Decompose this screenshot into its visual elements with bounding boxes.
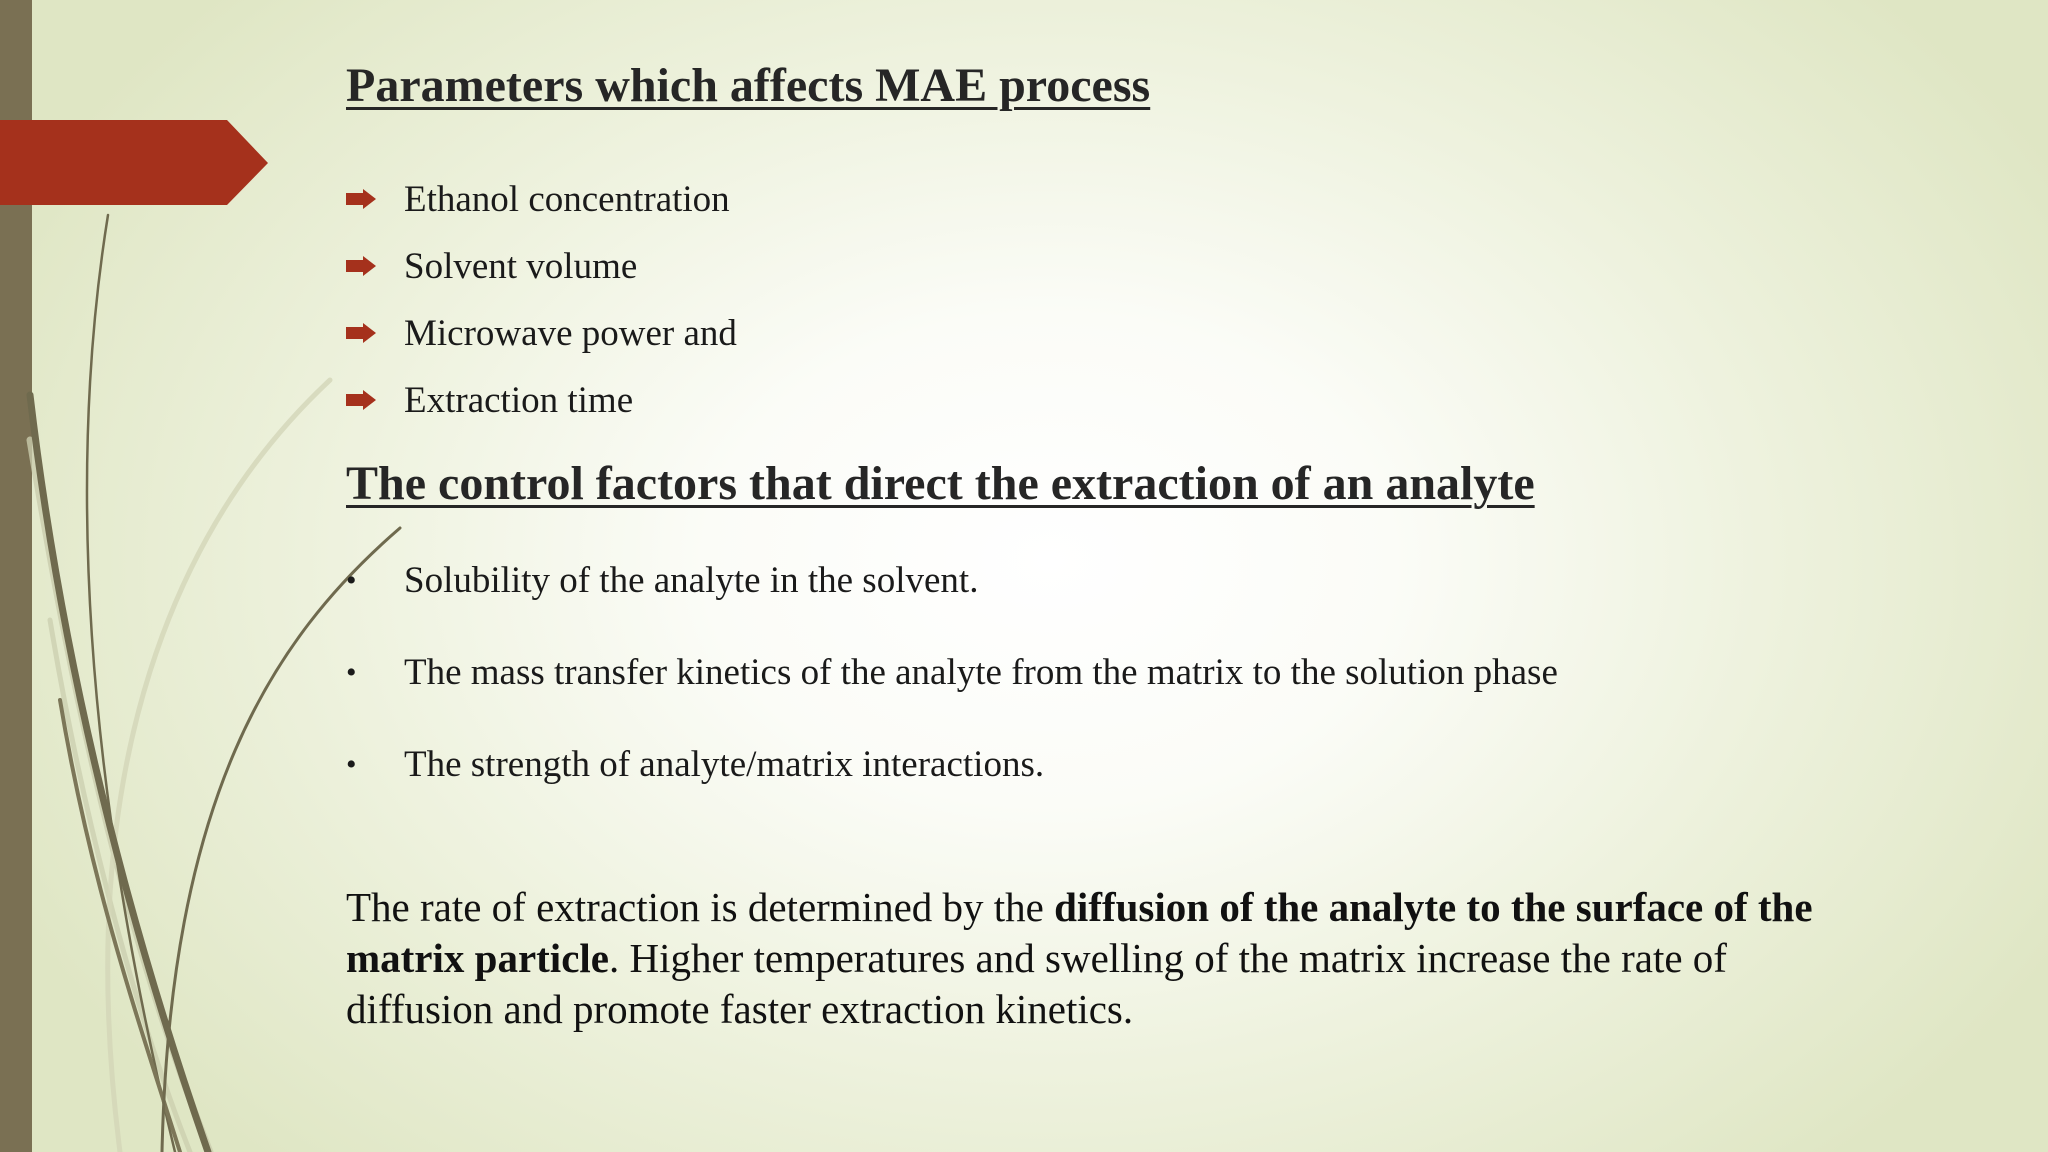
list-item [346,311,737,378]
parameters-list [346,177,737,445]
bullet-dot-icon: • [346,564,357,597]
section-subtitle: The control factors that direct the extraction of an analyte [346,457,1535,510]
arrow-bullet-icon [346,390,376,410]
parameter-text: Extraction time [404,380,634,421]
paragraph-emphasis: diffusion of the analyte to the surface of the matrix particle [346,884,1813,981]
summary-paragraph [346,882,1826,1035]
paragraph-rest: . Higher temperatures and swelling of the matrix increase the rate of diffusion and promote faster extraction kinetics. [346,935,1727,1032]
list-item [346,742,1558,834]
list-item [346,558,1558,650]
bullet-dot-icon: • [346,748,357,781]
factor-text: Solubility of the analyte in the solvent. [404,560,979,601]
list-item [346,244,737,311]
factors-list [346,558,1558,834]
list-item [346,378,737,445]
parameter-text: Solvent volume [404,246,638,287]
red-arrow-banner [0,120,268,205]
bullet-dot-icon: • [346,656,357,689]
paragraph-intro: The rate of extraction is determined by the [346,884,1055,930]
parameter-text: Microwave power and [404,313,737,354]
arrow-bullet-icon [346,256,376,276]
arrow-bullet-icon [346,323,376,343]
list-item [346,177,737,244]
slide-title: Parameters which affects MAE process [346,59,1151,112]
factor-text: The mass transfer kinetics of the analyte from the matrix to the solution phase [404,652,1558,693]
parameter-text: Ethanol concentration [404,179,730,220]
list-item [346,650,1558,742]
factor-text: The strength of analyte/matrix interactions. [404,744,1045,785]
arrow-bullet-icon [346,189,376,209]
